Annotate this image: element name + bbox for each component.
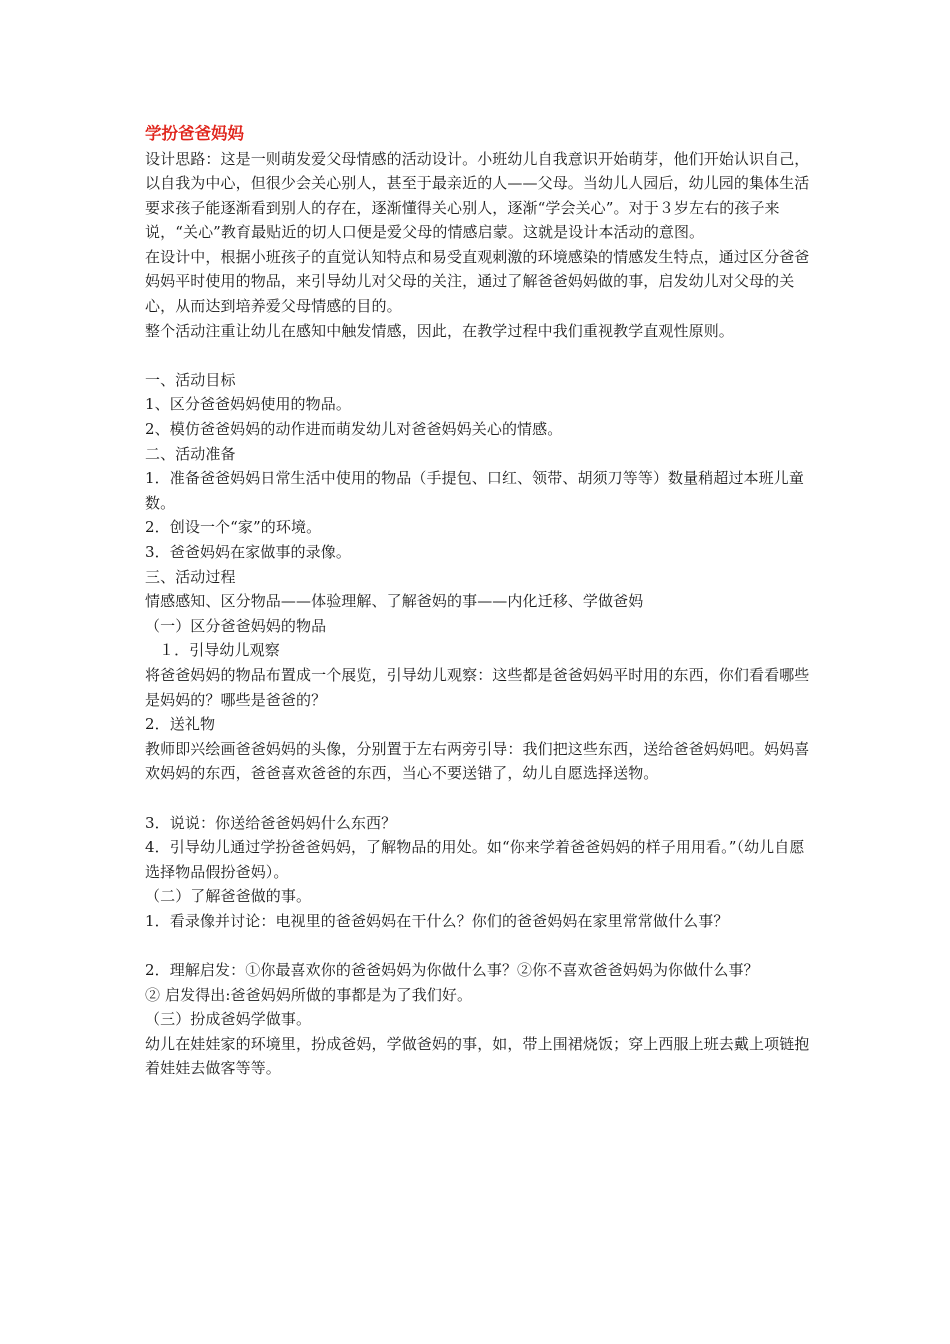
- part2-step2: 2．理解启发：①你最喜欢你的爸爸妈妈为你做什么事？②你不喜欢爸爸妈妈为你做什么事？: [145, 961, 759, 980]
- part1-heading: （一）区分爸爸妈妈的物品: [145, 616, 327, 635]
- intro-paragraph-principle: 整个活动注重让幼儿在感知中触发情感，因此，在教学过程中我们重视教学直观性原则。: [145, 321, 734, 340]
- goal-item-2: 2、模仿爸爸妈妈的动作进而萌发幼儿对爸爸妈妈关心的情感。: [145, 420, 563, 439]
- part1-step4: 4．引导幼儿通过学扮爸爸妈妈，了解物品的用处。如“你来学着爸爸妈妈的样子用用看。”（幼儿自愿选择物品假扮爸妈）。: [145, 838, 805, 881]
- blank-line: [145, 343, 813, 368]
- prep-item-1: 1．准备爸爸妈妈日常生活中使用的物品（手提包、口红、领带、胡须刀等等）数量稍超过本班儿童数。: [145, 469, 804, 512]
- part3-heading: （三）扮成爸妈学做事。: [145, 1010, 312, 1029]
- part1-step2-label: 2．送礼物: [145, 715, 216, 734]
- part1-step2-text: 教师即兴绘画爸爸妈妈的头像，分别置于左右两旁引导：我们把这些东西，送给爸爸妈妈吧。妈妈喜欢妈妈的东西，爸爸喜欢爸爸的东西，当心不要送错了，幼儿自愿选择送物。: [145, 739, 810, 783]
- intro-paragraph-design-idea: 设计思路：这是一则萌发爱父母情感的活动设计。小班幼儿自我意识开始萌芽，他们开始认识自己，以自我为中心，但很少会关心别人，甚至于最亲近的人——父母。当幼儿人园后，幼儿园的集体生活要求孩子能逐渐看到别人的存在，逐渐懂得关心别人，逐渐“学会关心”。对于３岁左右的孩子来说，“关心”教育最贴近的切人口便是爱父母的情感启蒙。这就是设计本活动的意图。: [145, 149, 810, 242]
- part3-text: 幼儿在娃娃家的环境里，扮成爸妈，学做爸妈的事，如，带上围裙烧饭；穿上西服上班去戴上项链抱着娃娃去做客等等。: [145, 1034, 810, 1078]
- part1-step1-label: １．引导幼儿观察: [159, 641, 280, 660]
- part2-heading: （二）了解爸爸做的事。: [145, 887, 312, 906]
- part1-step3: 3．说说：你送给爸爸妈妈什么东西？: [145, 813, 397, 832]
- goal-item-1: 1、区分爸爸妈妈使用的物品。: [145, 395, 351, 414]
- prep-heading: 二、活动准备: [145, 444, 236, 463]
- part1-step1-text: 将爸爸妈妈的物品布置成一个展览，引导幼儿观察：这些都是爸爸妈妈平时用的东西，你们看看哪些是妈妈的？哪些是爸爸的？: [145, 665, 810, 709]
- intro-paragraph-design: 在设计中，根据小班孩子的直觉认知特点和易受直观刺激的环境感染的情感发生特点，通过区分爸爸妈妈平时使用的物品，来引导幼儿对父母的关注，通过了解爸爸妈妈做的事，启发幼儿对父母的关心，从而达到培养爱父母情感的目的。: [145, 247, 810, 316]
- process-heading: 三、活动过程: [145, 567, 236, 586]
- document-title: 学扮爸爸妈妈: [145, 124, 244, 143]
- document-page: [145, 122, 813, 1081]
- prep-item-2: 2．创设一个“家”的环境。: [145, 518, 322, 537]
- goals-heading: 一、活动目标: [145, 370, 236, 389]
- part2-step3: ② 启发得出:爸爸妈妈所做的事都是为了我们好。: [145, 985, 473, 1004]
- part2-step1: 1．看录像并讨论：电视里的爸爸妈妈在干什么？你们的爸爸妈妈在家里常常做什么事？: [145, 911, 729, 930]
- blank-line: [145, 934, 813, 959]
- prep-item-3: 3．爸爸妈妈在家做事的录像。: [145, 543, 351, 561]
- process-flow: 情感感知、区分物品——体验理解、了解爸妈的事——内化迁移、学做爸妈: [145, 592, 644, 611]
- blank-line: [145, 786, 813, 811]
